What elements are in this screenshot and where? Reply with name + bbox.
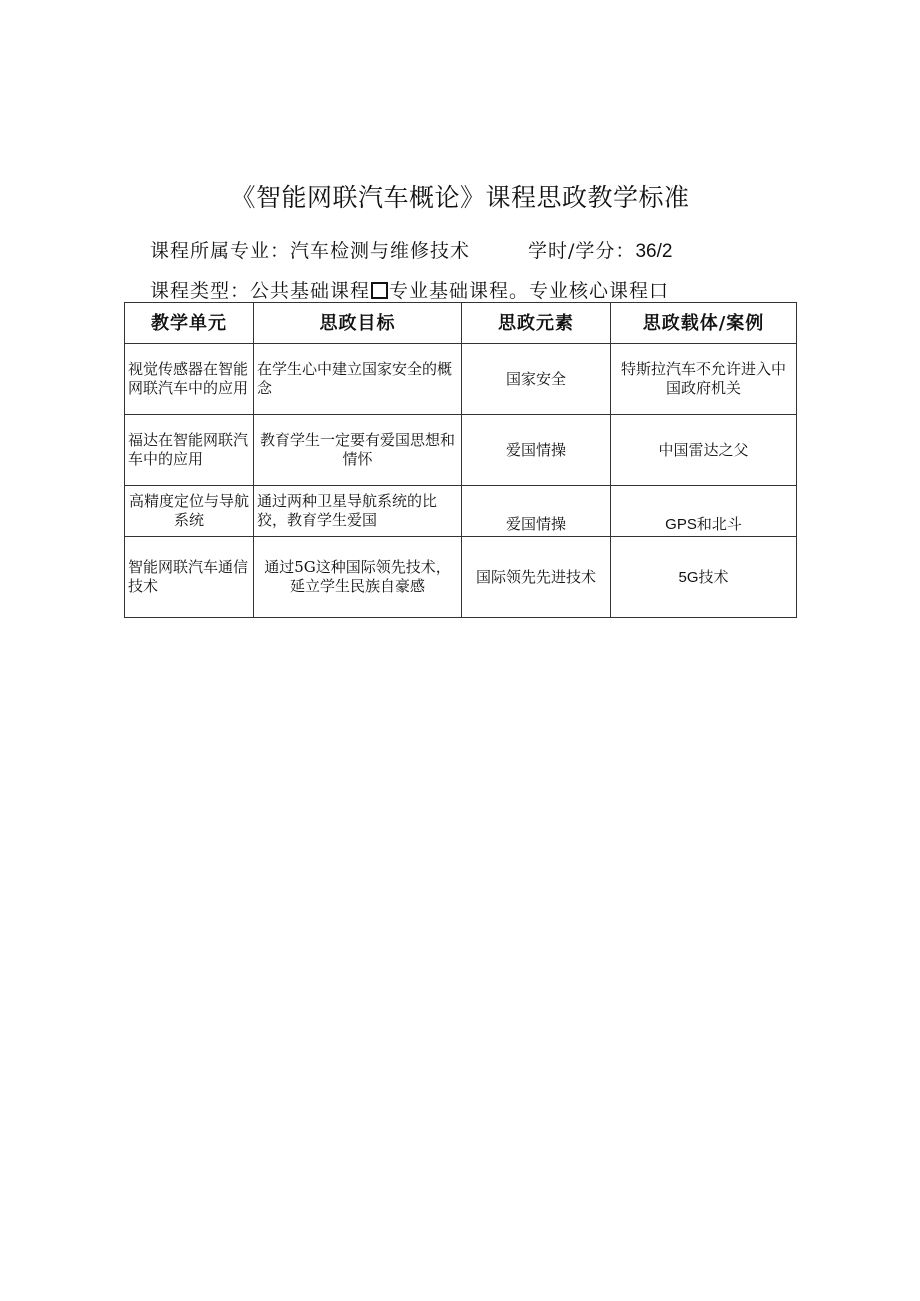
major-value: 汽车检测与维修技术 [290, 240, 471, 262]
type-label: 课程类型： [150, 280, 251, 302]
cell-goal: 通过5G这种国际领先技术，延立学生民族自豪感 [254, 537, 462, 618]
cell-element: 爱国情操 [462, 486, 611, 537]
table-row [125, 344, 797, 415]
cell-unit: 视觉传感器在智能网联汽车中的应用 [125, 344, 254, 415]
cell-element: 国际领先先进技术 [462, 537, 611, 618]
ideology-table [124, 302, 797, 618]
cell-unit: 高精度定位与导航系统 [125, 486, 254, 537]
cell-case: 5G技术 [611, 537, 797, 618]
cell-element: 爱国情操 [462, 415, 611, 486]
table-row [125, 415, 797, 486]
type-option-public: 公共基础课程 [250, 280, 371, 302]
cell-goal: 通过两种卫星导航系统的比狡，教育学生爱国 [254, 486, 462, 537]
cell-case: GPS和北斗 [611, 486, 797, 537]
hours-value: 36/2 [635, 241, 673, 262]
cell-case: 特斯拉汽车不允许进入中国政府机关 [611, 344, 797, 415]
cell-unit: 智能网联汽车通信技术 [125, 537, 254, 618]
document-title: 《智能网联汽车概论》课程思政教学标准 [230, 183, 690, 212]
checkbox-icon [371, 282, 388, 299]
cell-element: 国家安全 [462, 344, 611, 415]
table-row [125, 537, 797, 618]
course-info-line [150, 236, 672, 263]
header-element: 思政元素 [462, 303, 611, 344]
course-type-line [150, 276, 669, 303]
header-case: 思政载体/案例 [611, 303, 797, 344]
cell-case: 中国雷达之父 [611, 415, 797, 486]
cell-goal: 在学生心中建立国家安全的概念 [254, 344, 462, 415]
hours-label: 学时/学分： [528, 240, 636, 262]
header-goal: 思政目标 [254, 303, 462, 344]
header-unit: 教学单元 [125, 303, 254, 344]
cell-unit: 福达在智能网联汽车中的应用 [125, 415, 254, 486]
table-row [125, 486, 797, 537]
cell-goal: 教育学生一定要有爱国思想和情怀 [254, 415, 462, 486]
table-header-row [125, 303, 797, 344]
major-label: 课程所属专业： [150, 240, 291, 262]
type-option-professional-core: 专业核心课程口 [529, 280, 670, 302]
type-option-professional-basic: 专业基础课程。 [389, 280, 530, 302]
